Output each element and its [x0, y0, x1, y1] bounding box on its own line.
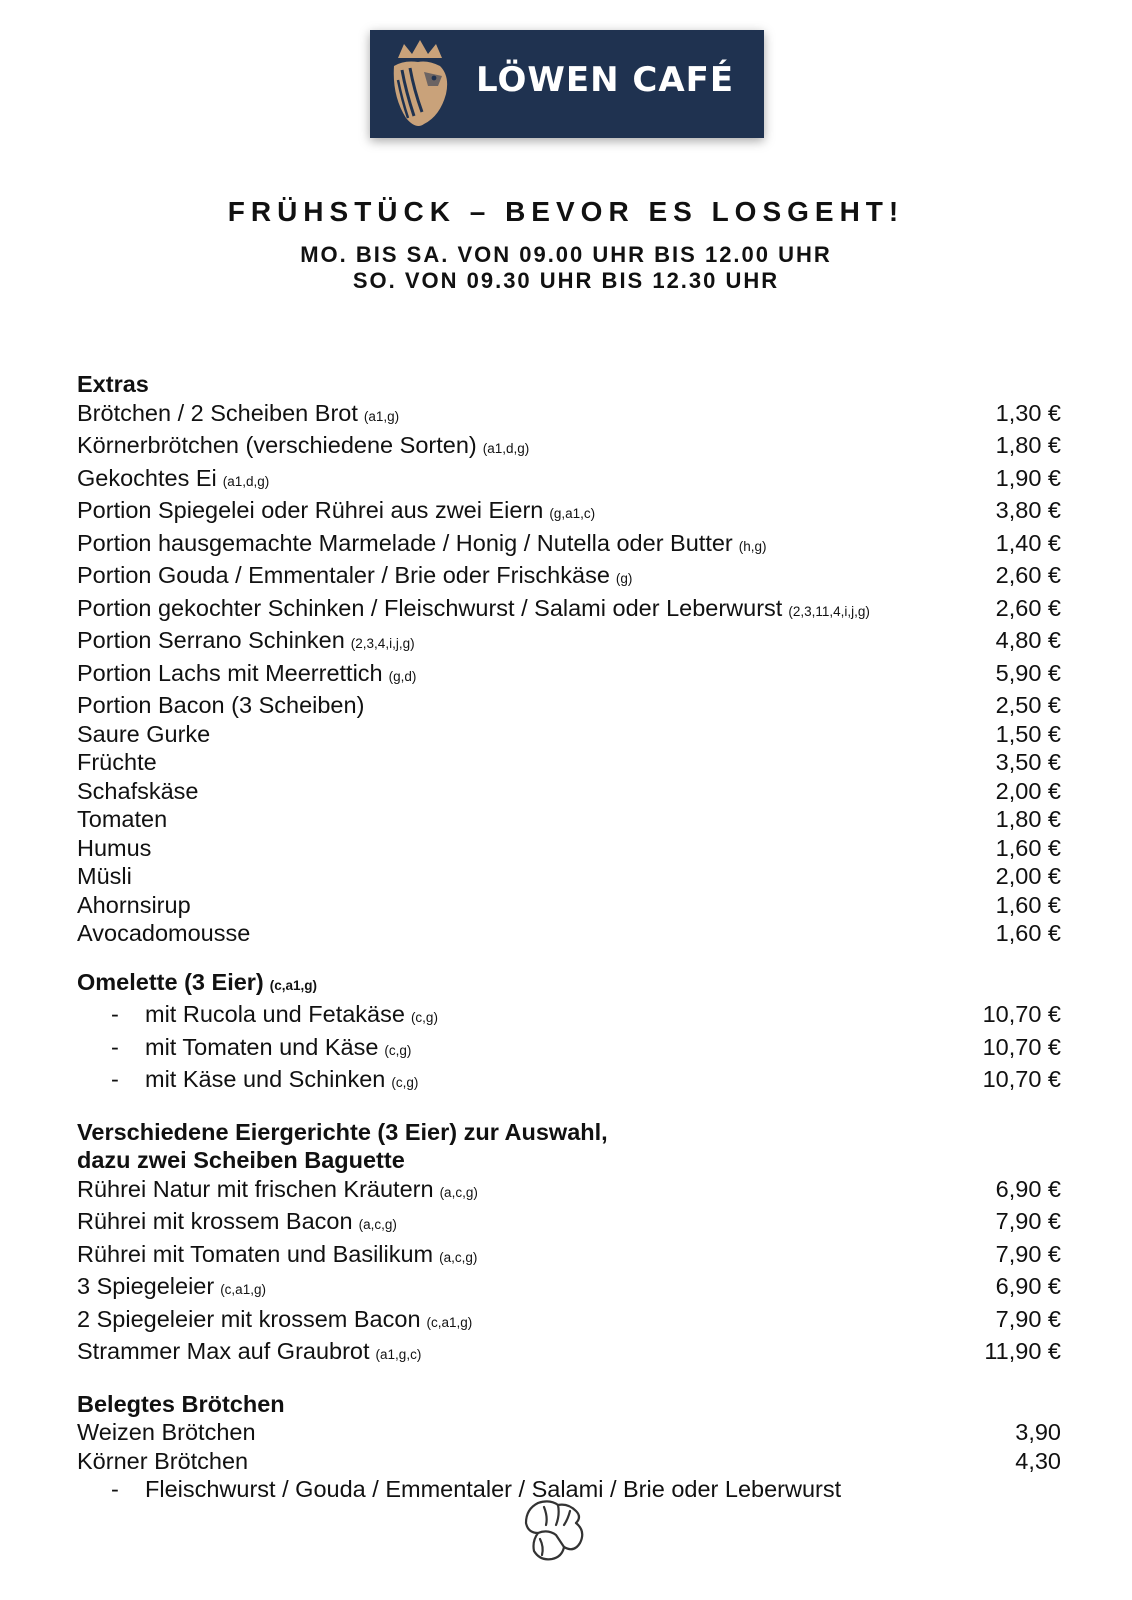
menu-item-price: 1,60 € — [995, 834, 1061, 861]
menu-item-name-wrap — [77, 891, 191, 920]
bullet-dash: - — [111, 1066, 119, 1092]
menu-item-name-wrap — [77, 1305, 472, 1338]
menu-item-price: 11,90 € — [984, 1338, 1061, 1364]
menu-item-price: 1,60 € — [995, 920, 1061, 946]
menu-item-price: 3,80 € — [995, 497, 1061, 523]
menu-item-name-wrap — [77, 1447, 248, 1476]
menu-item — [77, 1447, 1061, 1476]
logo-banner — [370, 30, 764, 138]
menu-item — [77, 626, 1061, 659]
menu-item-name: Portion gekochter Schinken / Fleischwurst / Salami oder Leberwurst — [77, 594, 783, 621]
menu-item-name-wrap — [77, 862, 132, 891]
bullet-dash: - — [111, 1033, 119, 1060]
menu-item-price: 3,90 — [1015, 1419, 1061, 1445]
menu-item-name: Brötchen / 2 Scheiben Brot — [77, 399, 358, 426]
menu-item-name: mit Tomaten und Käse — [145, 1033, 379, 1060]
menu-item-name-wrap — [77, 919, 250, 948]
menu-item — [77, 561, 1061, 594]
allergen-codes: (c,a1,g) — [269, 977, 318, 993]
menu-item-name: Fleischwurst / Gouda / Emmentaler / Salami / Brie oder Leberwurst — [145, 1476, 842, 1502]
menu-item-name: Tomaten — [77, 806, 168, 832]
menu-item — [77, 431, 1061, 464]
menu-item — [77, 919, 1061, 948]
menu-item — [77, 691, 1061, 720]
allergen-codes: (c,g) — [410, 1010, 438, 1025]
menu-item — [77, 1240, 1061, 1273]
menu-item-price: 4,30 — [1015, 1447, 1061, 1474]
allergen-codes: (a,c,g) — [439, 1249, 478, 1265]
section-title — [77, 1118, 1061, 1147]
menu-item-price: 1,80 € — [995, 806, 1061, 832]
allergen-codes: (a1,d,g) — [222, 473, 270, 489]
menu-section — [77, 968, 1061, 1098]
menu-item-name: mit Rucola und Fetakäse — [145, 1001, 405, 1027]
section-title — [77, 370, 1061, 399]
menu-item-name-wrap — [77, 805, 167, 834]
menu-section — [77, 370, 1061, 948]
menu-item — [77, 1305, 1061, 1338]
menu-item-name: Müsli — [77, 863, 132, 889]
menu-item-name: Körnerbrötchen (verschiedene Sorten) — [77, 432, 477, 458]
allergen-codes: (2,3,4,i,j,g) — [350, 636, 415, 651]
section-title-text: Extras — [77, 371, 149, 397]
menu-item-name-wrap — [77, 594, 870, 627]
menu-item-name-wrap — [77, 1240, 477, 1273]
menu-item-name-wrap — [77, 1272, 266, 1305]
menu-item-name: Saure Gurke — [77, 720, 211, 747]
menu-item-price: 1,50 € — [995, 720, 1061, 747]
menu-item-price: 1,80 € — [995, 432, 1061, 458]
allergen-codes: (h,g) — [738, 538, 767, 554]
menu-item-name: Früchte — [77, 749, 157, 775]
menu-item — [77, 748, 1061, 777]
menu-item-price: 10,70 € — [982, 1033, 1061, 1060]
menu-item-name: Avocadomousse — [77, 920, 251, 946]
menu-item — [77, 1337, 1061, 1370]
lion-crown-icon — [384, 36, 456, 132]
menu-item — [77, 1175, 1061, 1208]
menu-section — [77, 1118, 1061, 1370]
menu-item-name-wrap — [77, 777, 198, 806]
menu-item-name-wrap — [77, 561, 632, 594]
menu-item-name-wrap — [77, 496, 595, 529]
menu-item-name-wrap — [77, 659, 416, 692]
menu-item-name-wrap — [77, 748, 157, 777]
menu-item — [77, 1033, 1061, 1066]
page-title: FRÜHSTÜCK – BEVOR ES LOSGEHT! — [227, 196, 905, 227]
menu-item-name-wrap — [77, 834, 151, 863]
menu-item-price: 2,60 € — [995, 594, 1061, 621]
menu-item — [77, 1065, 1061, 1098]
menu-item-price: 1,90 € — [995, 464, 1061, 491]
menu-item-name: Portion Lachs mit Meerrettich — [77, 659, 383, 686]
menu-item-name: Portion hausgemachte Marmelade / Honig / Nutella oder Butter — [77, 529, 733, 556]
menu-item-name: mit Käse und Schinken — [145, 1066, 386, 1092]
menu-item-name-wrap — [77, 720, 210, 749]
menu-item-name: Schafskäse — [77, 777, 199, 804]
menu-item-price: 7,90 € — [995, 1305, 1061, 1332]
allergen-codes: (a1,d,g) — [482, 441, 530, 456]
menu-item-name: Rührei mit Tomaten und Basilikum — [77, 1240, 434, 1267]
menu-item-price: 5,90 € — [995, 659, 1061, 686]
bullet-dash: - — [111, 1476, 119, 1502]
menu-item-name-wrap — [77, 431, 529, 464]
allergen-codes: (2,3,11,4,i,j,g) — [788, 603, 870, 619]
allergen-codes: (g,d) — [388, 668, 417, 684]
menu-item — [77, 399, 1061, 432]
allergen-codes: (g,a1,c) — [549, 506, 596, 521]
menu-item — [77, 659, 1061, 692]
menu-item-price: 10,70 € — [982, 1001, 1061, 1027]
allergen-codes: (a1,g) — [363, 408, 400, 424]
croissant-icon — [518, 1495, 588, 1565]
menu-item-name: Portion Bacon (3 Scheiben) — [77, 692, 365, 718]
menu-item-price: 7,90 € — [995, 1208, 1061, 1234]
menu-item-name-wrap — [77, 1337, 421, 1370]
section-title-text: Omelette (3 Eier) — [77, 968, 264, 995]
menu-item — [77, 1272, 1061, 1305]
brand-name: LÖWEN CAFÉ — [476, 60, 735, 100]
menu-item — [77, 1000, 1061, 1033]
menu-item-name-wrap — [77, 691, 364, 720]
menu-item-name-wrap — [77, 1418, 256, 1447]
allergen-codes: (c,g) — [391, 1075, 419, 1090]
menu-item-price: 6,90 € — [995, 1175, 1061, 1202]
section-title-line2: dazu zwei Scheiben Baguette — [77, 1147, 405, 1173]
section-title-text: Verschiedene Eiergerichte (3 Eier) zur Auswahl, — [77, 1118, 608, 1145]
allergen-codes: (g) — [615, 571, 633, 586]
menu-item — [77, 594, 1061, 627]
menu-item-name: Rührei Natur mit frischen Kräutern — [77, 1175, 434, 1202]
menu-item-name: Gekochtes Ei — [77, 464, 217, 491]
menu-item-price: 1,60 € — [995, 891, 1061, 918]
menu-item — [77, 1418, 1061, 1447]
menu-item-name-wrap — [77, 1000, 438, 1033]
section-title — [77, 1390, 1061, 1419]
menu-item-name-wrap — [77, 1207, 397, 1240]
bullet-dash: - — [111, 1001, 119, 1027]
menu-item-name-wrap — [77, 626, 415, 659]
menu-item-price: 3,50 € — [995, 749, 1061, 775]
allergen-codes: (c,a1,g) — [220, 1282, 266, 1297]
allergen-codes: (c,a1,g) — [426, 1314, 473, 1330]
menu-item-price: 4,80 € — [995, 627, 1061, 653]
menu-item-name: 3 Spiegeleier — [77, 1273, 215, 1299]
menu-item-name: Ahornsirup — [77, 891, 191, 918]
menu-item-price: 2,00 € — [995, 777, 1061, 804]
menu — [77, 370, 1061, 1524]
menu-item-name-wrap — [77, 1175, 478, 1208]
menu-item-name: Portion Gouda / Emmentaler / Brie oder Frischkäse — [77, 562, 610, 588]
menu-item-price: 7,90 € — [995, 1240, 1061, 1267]
menu-item-name-wrap — [77, 1475, 841, 1504]
menu-item — [77, 464, 1061, 497]
allergen-codes: (c,g) — [384, 1042, 412, 1058]
menu-item-price: 2,60 € — [995, 562, 1061, 588]
menu-item-name-wrap — [77, 464, 269, 497]
menu-item-price: 2,00 € — [995, 863, 1061, 889]
section-title-text: Belegtes Brötchen — [77, 1390, 285, 1417]
opening-hours-weekdays: MO. BIS SA. VON 09.00 UHR BIS 12.00 UHR — [300, 242, 832, 267]
allergen-codes: (a,c,g) — [358, 1217, 397, 1232]
menu-item-name: 2 Spiegeleier mit krossem Bacon — [77, 1305, 421, 1332]
menu-item-name: Portion Serrano Schinken — [77, 627, 345, 653]
menu-item-name-wrap — [77, 399, 399, 432]
menu-item — [77, 496, 1061, 529]
menu-item-price: 10,70 € — [982, 1066, 1061, 1092]
menu-item — [77, 862, 1061, 891]
allergen-codes: (a1,g,c) — [375, 1347, 422, 1362]
menu-item — [77, 891, 1061, 920]
menu-item-price: 1,30 € — [995, 399, 1061, 426]
menu-item-name-wrap — [77, 529, 767, 562]
menu-item-price: 6,90 € — [995, 1273, 1061, 1299]
menu-item-name: Körner Brötchen — [77, 1447, 249, 1474]
menu-item — [77, 529, 1061, 562]
menu-item — [77, 834, 1061, 863]
menu-item — [77, 777, 1061, 806]
menu-item-name: Weizen Brötchen — [77, 1419, 256, 1445]
menu-section — [77, 1390, 1061, 1504]
menu-item — [77, 1207, 1061, 1240]
allergen-codes: (a,c,g) — [439, 1184, 478, 1200]
section-title — [77, 968, 1061, 1001]
opening-hours-sunday: SO. VON 09.30 UHR BIS 12.30 UHR — [352, 268, 780, 293]
menu-item-price: 1,40 € — [995, 529, 1061, 556]
menu-item — [77, 720, 1061, 749]
menu-item-name-wrap — [77, 1033, 411, 1066]
menu-item-name: Humus — [77, 834, 152, 861]
menu-item-name-wrap — [77, 1065, 418, 1098]
menu-item-name: Strammer Max auf Graubrot — [77, 1338, 370, 1364]
menu-item-price: 2,50 € — [995, 692, 1061, 718]
menu-item-name: Portion Spiegelei oder Rührei aus zwei Eiern — [77, 497, 544, 523]
menu-item — [77, 805, 1061, 834]
menu-item-name: Rührei mit krossem Bacon — [77, 1208, 353, 1234]
